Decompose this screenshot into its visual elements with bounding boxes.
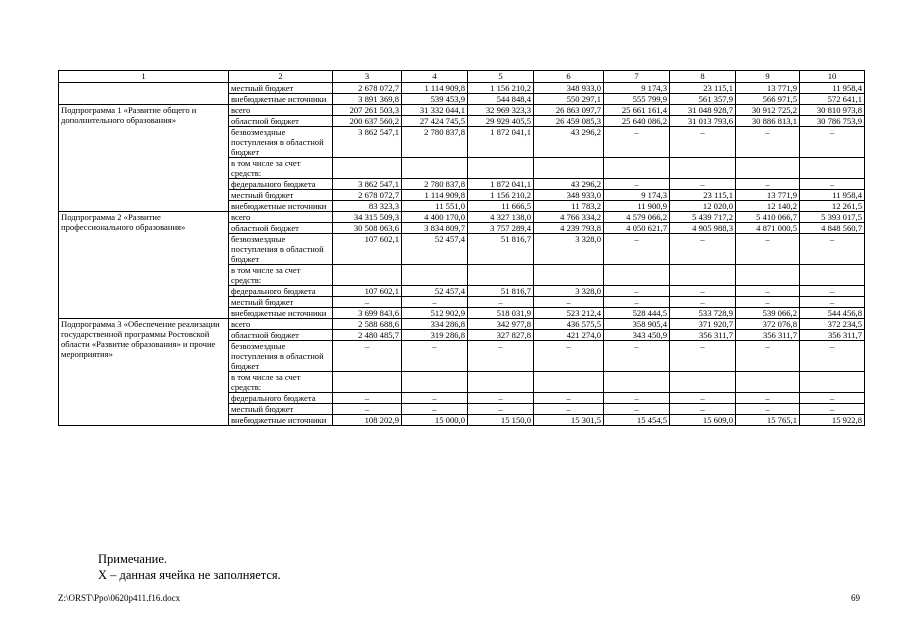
amount-cell: 572 641,1 <box>800 94 865 105</box>
amount-cell: 523 212,4 <box>534 308 604 319</box>
amount-cell: 561 357,9 <box>670 94 736 105</box>
amount-cell: – <box>800 393 865 404</box>
amount-cell <box>402 158 468 179</box>
amount-cell: 4 766 334,2 <box>534 212 604 223</box>
amount-cell <box>468 372 534 393</box>
amount-cell: 25 661 161,4 <box>604 105 670 116</box>
amount-cell: – <box>534 297 604 308</box>
funding-source: всего <box>229 212 333 223</box>
amount-cell: 356 311,7 <box>736 330 800 341</box>
amount-cell: – <box>402 393 468 404</box>
amount-cell <box>800 158 865 179</box>
amount-cell: 319 286,8 <box>402 330 468 341</box>
amount-cell: – <box>670 393 736 404</box>
amount-cell: 12 020,0 <box>670 201 736 212</box>
amount-cell <box>736 158 800 179</box>
funding-source: безвозмездные поступления в областной бюджет <box>229 234 333 265</box>
amount-cell: 518 031,9 <box>468 308 534 319</box>
amount-cell: 356 311,7 <box>670 330 736 341</box>
footer-file-path: Z:\ORST\Ppo\0620p411.f16.docx <box>58 593 181 603</box>
amount-cell <box>402 265 468 286</box>
amount-cell: 43 296,2 <box>534 127 604 158</box>
funding-source: федерального бюджета <box>229 286 333 297</box>
amount-cell: 11 900,9 <box>604 201 670 212</box>
amount-cell <box>800 265 865 286</box>
amount-cell: 15 922,8 <box>800 415 865 426</box>
funding-source: федерального бюджета <box>229 179 333 190</box>
amount-cell: – <box>800 404 865 415</box>
amount-cell: – <box>670 234 736 265</box>
amount-cell: – <box>402 404 468 415</box>
amount-cell: – <box>736 234 800 265</box>
amount-cell: 43 296,2 <box>534 179 604 190</box>
amount-cell: 207 261 503,3 <box>333 105 402 116</box>
amount-cell: 15 301,5 <box>534 415 604 426</box>
column-number-4: 4 <box>402 71 468 83</box>
amount-cell: 5 410 066,7 <box>736 212 800 223</box>
amount-cell: 4 400 170,0 <box>402 212 468 223</box>
amount-cell: 25 640 086,2 <box>604 116 670 127</box>
amount-cell: 11 783,2 <box>534 201 604 212</box>
amount-cell: 30 810 973,8 <box>800 105 865 116</box>
column-number-8: 8 <box>670 71 736 83</box>
amount-cell: 52 457,4 <box>402 234 468 265</box>
amount-cell: 15 609,0 <box>670 415 736 426</box>
amount-cell: 3 891 369,8 <box>333 94 402 105</box>
amount-cell: 108 202,9 <box>333 415 402 426</box>
amount-cell: – <box>736 297 800 308</box>
amount-cell: – <box>800 234 865 265</box>
amount-cell: – <box>736 127 800 158</box>
funding-source: федерального бюджета <box>229 393 333 404</box>
amount-cell: 528 444,5 <box>604 308 670 319</box>
amount-cell <box>468 265 534 286</box>
amount-cell: 107 602,1 <box>333 286 402 297</box>
amount-cell: 533 728,9 <box>670 308 736 319</box>
amount-cell: 4 239 793,8 <box>534 223 604 234</box>
amount-cell: 343 450,9 <box>604 330 670 341</box>
amount-cell: 342 977,8 <box>468 319 534 330</box>
amount-cell: 3 862 547,1 <box>333 127 402 158</box>
note-title: Примечание. <box>98 552 168 566</box>
amount-cell: 26 863 097,7 <box>534 105 604 116</box>
funding-source: внебюджетные источники <box>229 201 333 212</box>
amount-cell: – <box>736 393 800 404</box>
amount-cell: – <box>604 234 670 265</box>
amount-cell: – <box>604 297 670 308</box>
amount-cell: 30 886 813,1 <box>736 116 800 127</box>
amount-cell: 5 439 717,2 <box>670 212 736 223</box>
funding-source: безвозмездные поступления в областной бюджет <box>229 127 333 158</box>
amount-cell: – <box>333 297 402 308</box>
amount-cell: 9 174,3 <box>604 83 670 94</box>
amount-cell: – <box>670 404 736 415</box>
column-number-row <box>59 71 865 83</box>
amount-cell <box>333 265 402 286</box>
amount-cell: – <box>670 286 736 297</box>
funding-source: местный бюджет <box>229 190 333 201</box>
amount-cell: 15 000,0 <box>402 415 468 426</box>
amount-cell: 371 920,7 <box>670 319 736 330</box>
amount-cell: – <box>604 393 670 404</box>
amount-cell: 327 827,8 <box>468 330 534 341</box>
note-text: Х – данная ячейка не заполняется. <box>98 568 281 582</box>
amount-cell: 566 971,5 <box>736 94 800 105</box>
amount-cell: 544 456,8 <box>800 308 865 319</box>
amount-cell <box>402 372 468 393</box>
amount-cell: 12 140,2 <box>736 201 800 212</box>
subprogram-name: Подпрограмма 2 «Развитие профессионального образования» <box>59 212 229 319</box>
subprogram-name <box>59 83 229 105</box>
amount-cell: 2 678 072,7 <box>333 83 402 94</box>
amount-cell: 5 393 017,5 <box>800 212 865 223</box>
column-number-9: 9 <box>736 71 800 83</box>
amount-cell: 11 958,4 <box>800 190 865 201</box>
amount-cell: – <box>670 297 736 308</box>
amount-cell: 2 780 837,8 <box>402 127 468 158</box>
amount-cell: 15 454,5 <box>604 415 670 426</box>
amount-cell: 356 311,7 <box>800 330 865 341</box>
amount-cell: 4 871 000,5 <box>736 223 800 234</box>
amount-cell: 358 905,4 <box>604 319 670 330</box>
amount-cell: 11 551,0 <box>402 201 468 212</box>
amount-cell: 3 328,0 <box>534 286 604 297</box>
amount-cell: – <box>333 341 402 372</box>
amount-cell: – <box>800 341 865 372</box>
amount-cell: 1 114 909,8 <box>402 83 468 94</box>
amount-cell: 34 315 509,3 <box>333 212 402 223</box>
amount-cell <box>800 372 865 393</box>
amount-cell: 372 234,5 <box>800 319 865 330</box>
table-row <box>59 319 865 330</box>
funding-source: всего <box>229 105 333 116</box>
amount-cell: 11 666,5 <box>468 201 534 212</box>
amount-cell <box>534 372 604 393</box>
amount-cell: – <box>534 341 604 372</box>
amount-cell: 52 457,4 <box>402 286 468 297</box>
funding-source: всего <box>229 319 333 330</box>
amount-cell <box>534 265 604 286</box>
amount-cell: – <box>736 286 800 297</box>
amount-cell: 4 905 988,3 <box>670 223 736 234</box>
amount-cell: – <box>604 341 670 372</box>
amount-cell: 9 174,3 <box>604 190 670 201</box>
amount-cell: 107 602,1 <box>333 234 402 265</box>
column-number-3: 3 <box>333 71 402 83</box>
funding-source: в том числе за счет средств: <box>229 265 333 286</box>
amount-cell: – <box>800 297 865 308</box>
funding-source: областной бюджет <box>229 223 333 234</box>
funding-source: внебюджетные источники <box>229 415 333 426</box>
table-row <box>59 83 865 94</box>
amount-cell: 1 114 909,8 <box>402 190 468 201</box>
amount-cell: 15 765,1 <box>736 415 800 426</box>
amount-cell: 26 459 085,3 <box>534 116 604 127</box>
funding-source: безвозмездные поступления в областной бюджет <box>229 341 333 372</box>
amount-cell: – <box>670 127 736 158</box>
amount-cell: 15 150,0 <box>468 415 534 426</box>
budget-table <box>58 70 865 426</box>
amount-cell: – <box>604 127 670 158</box>
amount-cell: 436 575,5 <box>534 319 604 330</box>
funding-source: внебюджетные источники <box>229 94 333 105</box>
amount-cell: 3 757 289,4 <box>468 223 534 234</box>
amount-cell <box>670 372 736 393</box>
amount-cell: 13 771,9 <box>736 190 800 201</box>
amount-cell: 30 786 753,9 <box>800 116 865 127</box>
amount-cell: – <box>670 179 736 190</box>
amount-cell: – <box>468 393 534 404</box>
amount-cell: 550 297,1 <box>534 94 604 105</box>
amount-cell: 31 048 928,7 <box>670 105 736 116</box>
amount-cell <box>736 265 800 286</box>
amount-cell: 2 780 837,8 <box>402 179 468 190</box>
amount-cell: – <box>800 179 865 190</box>
amount-cell: 334 286,8 <box>402 319 468 330</box>
amount-cell: 4 579 066,2 <box>604 212 670 223</box>
funding-source: в том числе за счет средств: <box>229 158 333 179</box>
amount-cell: – <box>800 127 865 158</box>
funding-source: местный бюджет <box>229 83 333 94</box>
amount-cell: – <box>468 341 534 372</box>
amount-cell <box>736 372 800 393</box>
amount-cell: – <box>468 297 534 308</box>
amount-cell: 51 816,7 <box>468 234 534 265</box>
amount-cell: – <box>736 179 800 190</box>
amount-cell: 29 929 405,5 <box>468 116 534 127</box>
amount-cell <box>468 158 534 179</box>
amount-cell: – <box>604 179 670 190</box>
amount-cell: 1 872 041,1 <box>468 127 534 158</box>
funding-source: областной бюджет <box>229 330 333 341</box>
amount-cell <box>604 372 670 393</box>
amount-cell: 23 115,1 <box>670 190 736 201</box>
subprogram-name: Подпрограмма 3 «Обеспечение реализации государственной программы Ростовской области «Развитие образования» и прочие мероприятия» <box>59 319 229 426</box>
amount-cell <box>670 158 736 179</box>
amount-cell: – <box>333 404 402 415</box>
amount-cell <box>604 158 670 179</box>
column-number-10: 10 <box>800 71 865 83</box>
funding-source: областной бюджет <box>229 116 333 127</box>
amount-cell: 539 453,9 <box>402 94 468 105</box>
amount-cell: 421 274,0 <box>534 330 604 341</box>
amount-cell: 3 699 843,6 <box>333 308 402 319</box>
amount-cell: 4 848 560,7 <box>800 223 865 234</box>
amount-cell: 31 332 044,1 <box>402 105 468 116</box>
amount-cell: 539 066,2 <box>736 308 800 319</box>
column-number-7: 7 <box>604 71 670 83</box>
amount-cell: 1 872 041,1 <box>468 179 534 190</box>
amount-cell: 2 480 485,7 <box>333 330 402 341</box>
amount-cell: 23 115,1 <box>670 83 736 94</box>
amount-cell: 27 424 745,5 <box>402 116 468 127</box>
amount-cell <box>534 158 604 179</box>
amount-cell: 51 816,7 <box>468 286 534 297</box>
amount-cell: 2 588 688,6 <box>333 319 402 330</box>
column-number-1: 1 <box>59 71 229 83</box>
amount-cell: – <box>402 297 468 308</box>
amount-cell: 372 076,8 <box>736 319 800 330</box>
amount-cell: 1 156 210,2 <box>468 190 534 201</box>
amount-cell <box>333 372 402 393</box>
amount-cell: – <box>534 404 604 415</box>
amount-cell: – <box>736 404 800 415</box>
amount-cell: 1 156 210,2 <box>468 83 534 94</box>
amount-cell: 83 323,3 <box>333 201 402 212</box>
amount-cell: – <box>604 286 670 297</box>
amount-cell: 348 933,0 <box>534 190 604 201</box>
amount-cell: 31 013 793,6 <box>670 116 736 127</box>
funding-source: внебюджетные источники <box>229 308 333 319</box>
amount-cell: – <box>402 341 468 372</box>
subprogram-name: Подпрограмма 1 «Развитие общего и дополнительного образования» <box>59 105 229 212</box>
amount-cell: 2 678 072,7 <box>333 190 402 201</box>
amount-cell: – <box>604 404 670 415</box>
amount-cell: 544 848,4 <box>468 94 534 105</box>
amount-cell: 555 799,9 <box>604 94 670 105</box>
amount-cell: 30 508 063,6 <box>333 223 402 234</box>
table-row <box>59 212 865 223</box>
column-number-6: 6 <box>534 71 604 83</box>
funding-source: местный бюджет <box>229 297 333 308</box>
amount-cell: – <box>468 404 534 415</box>
amount-cell: 12 261,5 <box>800 201 865 212</box>
amount-cell <box>604 265 670 286</box>
amount-cell: – <box>800 286 865 297</box>
amount-cell: 3 862 547,1 <box>333 179 402 190</box>
amount-cell: 30 912 725,2 <box>736 105 800 116</box>
amount-cell: – <box>333 393 402 404</box>
amount-cell: 200 637 560,2 <box>333 116 402 127</box>
amount-cell: 32 969 323,3 <box>468 105 534 116</box>
funding-source: в том числе за счет средств: <box>229 372 333 393</box>
amount-cell: 11 958,4 <box>800 83 865 94</box>
amount-cell: 512 902,9 <box>402 308 468 319</box>
funding-source: местный бюджет <box>229 404 333 415</box>
page-number: 69 <box>851 593 860 603</box>
amount-cell: – <box>534 393 604 404</box>
column-number-2: 2 <box>229 71 333 83</box>
amount-cell <box>670 265 736 286</box>
table-row <box>59 105 865 116</box>
amount-cell: 3 834 809,7 <box>402 223 468 234</box>
amount-cell: 13 771,9 <box>736 83 800 94</box>
amount-cell: – <box>670 341 736 372</box>
amount-cell: 4 050 621,7 <box>604 223 670 234</box>
amount-cell: 3 328,0 <box>534 234 604 265</box>
amount-cell: – <box>736 341 800 372</box>
amount-cell: 4 327 138,0 <box>468 212 534 223</box>
column-number-5: 5 <box>468 71 534 83</box>
amount-cell <box>333 158 402 179</box>
amount-cell: 348 933,0 <box>534 83 604 94</box>
